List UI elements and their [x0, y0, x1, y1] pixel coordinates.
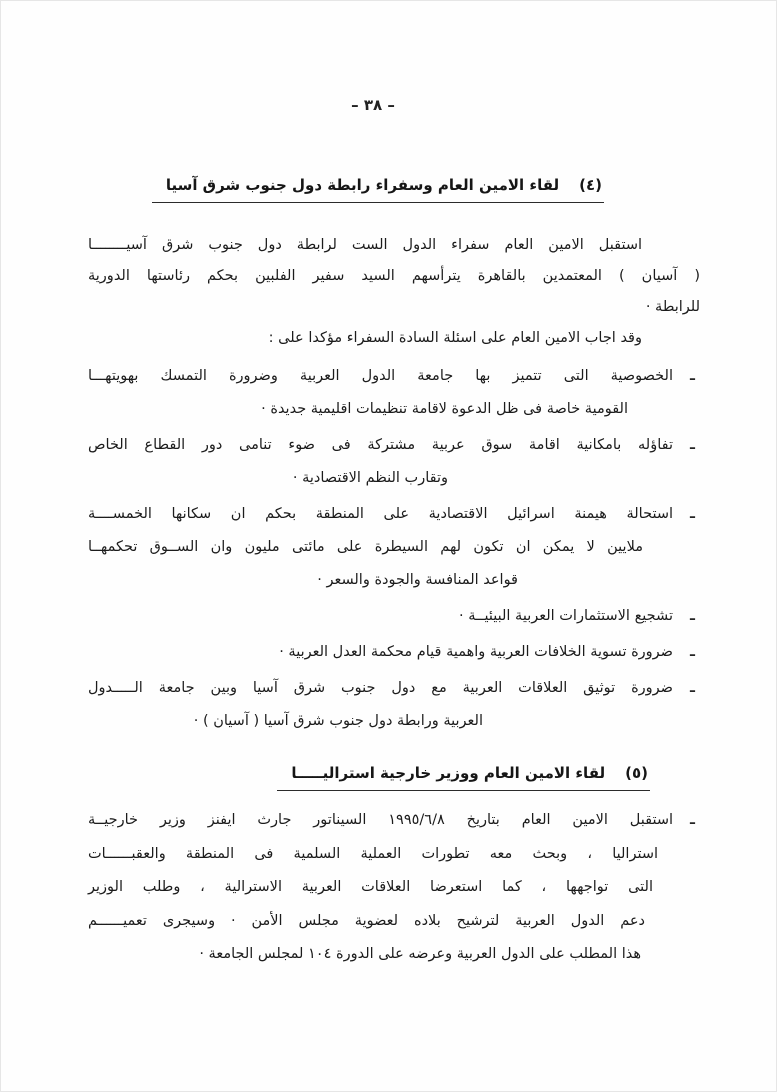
- bullet-item: [88, 672, 700, 738]
- section-4-heading: [152, 176, 604, 203]
- bullet-line: تفاؤله بامكانية اقامة سوق عربية مشتركة فى ضوء تنامى دور القطاع الخاص: [88, 437, 673, 453]
- bullet-item: [88, 360, 700, 426]
- bullet-line: تشجيع الاستثمارات العربية البيئيــة ·: [459, 608, 673, 624]
- paragraph-line: وقد اجاب الامين العام على اسئلة السادة السفراء مؤكدا على :: [268, 330, 642, 346]
- section-4-marker: (٤): [579, 176, 602, 194]
- bullet-line: الخصوصية التى تتميز بها جامعة الدول العربية وضرورة التمسك بهويتهـــا: [88, 368, 673, 384]
- bullet-item: [88, 429, 700, 495]
- bullet-text: [88, 429, 673, 495]
- bullet-dash: ـ: [690, 506, 695, 522]
- bullet-line: ملايين لا يمكن ان تكون لهم السيطرة على مائتى مليون وان الســوق تحكمهــا: [88, 539, 643, 555]
- paragraph-line: للرابطة ·: [645, 299, 700, 315]
- section-4-intro: [88, 230, 700, 354]
- bullet-line: استقبل الامين العام بتاريخ ١٩٩٥/٦/٨ السيناتور جارث ايفنز وزير خارجيــة: [88, 812, 673, 828]
- bullet-text: [88, 636, 673, 669]
- bullet-dash: ـ: [690, 608, 695, 624]
- section-5-heading: [277, 764, 650, 791]
- bullet-line: قواعد المنافسة والجودة والسعر ·: [317, 572, 518, 588]
- bullet-line: ضرورة توثيق العلاقات العربية مع دول جنوب شرق آسيا وبين جامعة الـــــدول: [88, 680, 673, 696]
- bullet-dash: ـ: [690, 812, 695, 828]
- bullet-text: [88, 672, 673, 738]
- bullet-text: [88, 498, 673, 597]
- bullet-line: ضرورة تسوية الخلافات العربية واهمية قيام محكمة العدل العربية ·: [279, 644, 673, 660]
- bullet-text: [88, 600, 673, 633]
- bullet-dash: ـ: [690, 644, 695, 660]
- section-4-bullets: [88, 360, 700, 738]
- bullet-line: استحالة هيمنة اسرائيل الاقتصادية على المنطقة بحكم ان سكانها الخمســــة: [88, 506, 673, 522]
- paragraph-line: ( آسيان ) المعتمدين بالقاهرة يترأسهم السيد سفير الفلبين بحكم رئاستها الدورية: [88, 268, 700, 284]
- section-4-title: لقاء الامين العام وسفراء رابطة دول جنوب شرق آسيا: [165, 176, 560, 194]
- bullet-line: استراليا ، وبحث معه تطورات العملية السلمية فى المنطقة والعقبــــــات: [88, 845, 658, 862]
- bullet-item: [88, 636, 700, 669]
- section-5-title: لقاء الامين العام ووزير خارجية استراليـــــا: [291, 764, 606, 782]
- bullet-line: التى تواجهها ، كما استعرضا العلاقات العربية الاسترالية ، وطلب الوزير: [88, 879, 653, 895]
- page-number: – ٣٨ –: [351, 96, 395, 114]
- bullet-dash: ـ: [690, 437, 695, 453]
- paragraph-line: استقبل الامين العام سفراء الدول الست لرابطة دول جنوب شرق آسيــــــــا: [88, 237, 642, 253]
- bullet-line: العربية ورابطة دول جنوب شرق آسيا ( آسيان ) ·: [193, 713, 483, 729]
- bullet-dash: ـ: [690, 680, 695, 696]
- section-5-marker: (٥): [625, 764, 648, 782]
- bullet-item: [88, 600, 700, 633]
- bullet-line: القومية خاصة فى ظل الدعوة لاقامة تنظيمات اقليمية جديدة ·: [261, 401, 628, 417]
- bullet-text: [88, 360, 673, 426]
- bullet-dash: ـ: [690, 368, 695, 384]
- bullet-line: وتقارب النظم الاقتصادية ·: [292, 470, 448, 486]
- bullet-line: دعم الدول العربية لترشيح بلاده لعضوية مجلس الأمن · وسيجرى تعميــــــم: [88, 912, 645, 929]
- bullet-text: [88, 804, 673, 972]
- document-content: [88, 176, 700, 975]
- bullet-item: [88, 804, 700, 972]
- bullet-line: هذا المطلب على الدول العربية وعرضه على الدورة ١٠٤ لمجلس الجامعة ·: [199, 946, 641, 962]
- bullet-item: [88, 498, 700, 597]
